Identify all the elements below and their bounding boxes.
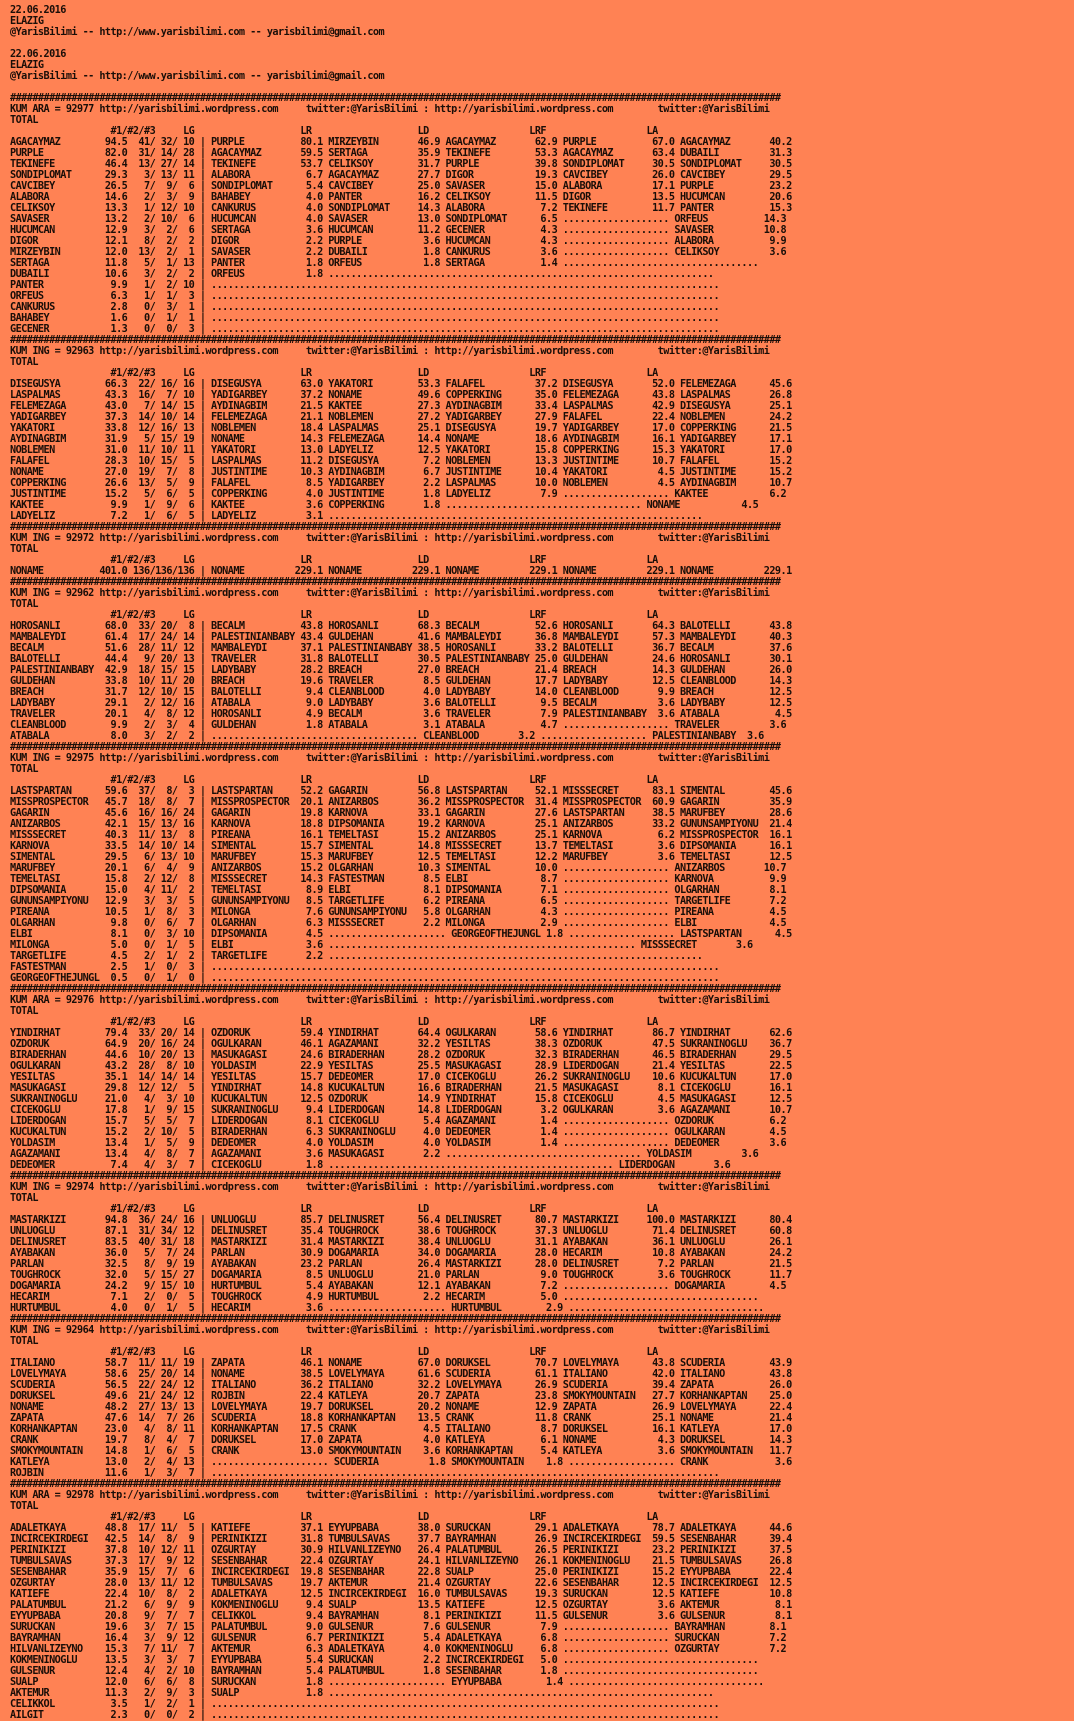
table-row: TARGETLIFE 4.5 2/ 1/ 2 | TARGETLIFE 2.2 ................................................................... [10, 951, 703, 962]
separator-line: ########################################################################################################################################## [10, 577, 781, 588]
table-row: BECALM 51.6 28/ 11/ 12 | MAMBALEYDI 37.1 PALESTINIANBABY 38.5 HOROSANLI 33.2 BALOTELLI 36.7 BECALM 37.6 [10, 643, 792, 654]
separator-line: ########################################################################################################################################## [10, 1171, 781, 1182]
table-row: KARNOVA 33.5 14/ 10/ 14 | SIMENTAL 15.7 SIMENTAL 14.8 MISSSECRET 13.7 TEMELTASI 3.6 DIPSOMANIA 16.1 [10, 841, 792, 852]
table-row: PIREANA 10.5 1/ 8/ 3 | MILONGA 7.6 GUNUNSAMPIYONU 5.8 OLGARHAN 4.3 ................... PIREANA 4.5 [10, 907, 787, 918]
table-row: TOUGHROCK 32.0 5/ 15/ 27 | DOGAMARIA 8.5 UNLUOGLU 21.0 PARLAN 9.0 TOUGHROCK 3.6 TOUGHROCK 11.7 [10, 1270, 792, 1281]
table-row: SESENBAHAR 35.9 15/ 7/ 6 | INCIRCEKIRDEGI 19.8 SESENBAHAR 22.8 SUALP 25.0 PERINIKIZI 15.2 EYYUPBABA 22.4 [10, 1567, 792, 1578]
table-row: MASUKAGASI 29.8 12/ 12/ 5 | YINDIRHAT 14.8 KUCUKALTUN 16.6 BIRADERHAN 21.5 MASUKAGASI 8.1 CICEKOGLU 16.1 [10, 1083, 792, 1094]
table-row: KORHANKAPTAN 23.0 4/ 8/ 11 | KORHANKAPTAN 17.5 CRANK 4.5 ITALIANO 8.7 DORUKSEL 16.1 KATLEYA 17.0 [10, 1424, 792, 1435]
table-row: TEMELTASI 15.8 2/ 12/ 8 | MISSSECRET 14.3 FASTESTMAN 8.5 ELBI 8.7 ................... KARNOVA 9.9 [10, 874, 787, 885]
table-row: CELIKKOL 3.5 1/ 2/ 1 | ........................................................................................... [10, 1699, 720, 1710]
table-row: PALESTINIANBABY 42.9 18/ 15/ 15 | LADYBABY 28.2 BREACH 27.0 BREACH 21.4 BREACH 14.3 GULDEHAN 26.0 [10, 665, 792, 676]
table-row: PALATUMBUL 21.2 6/ 9/ 9 | KOKMENINOGLU 9.4 SUALP 13.5 KATIEFE 12.5 OZGURTAY 3.6 AKTEMUR 8.1 [10, 1600, 792, 1611]
table-row: OZDORUK 64.9 20/ 16/ 24 | OGULKARAN 46.1 AGAZAMANI 32.2 YESILTAS 38.3 OZDORUK 47.5 SUKRANINOGLU 36.7 [10, 1039, 792, 1050]
table-row: GEORGEOFTHEJUNGL 0.5 0/ 1/ 0 | ........................................................................................... [10, 973, 720, 984]
table-row: LIDERDOGAN 15.7 5/ 5/ 7 | LIDERDOGAN 8.1 CICEKOGLU 5.4 AGAZAMANI 1.4 ................... OZDORUK 6.2 [10, 1116, 787, 1127]
race-title: KUM ING = 92972 http://yarisbilimi.wordpress.com twitter:@YarisBilimi : http://yarisbilimi.wordpress.com twitter:@YarisBilimi [10, 533, 770, 544]
table-row: YESILTAS 35.1 14/ 14/ 14 | YESILTAS 15.7 DEDEOMER 17.0 CICEKOGLU 26.2 SUKRANINOGLU 10.6 KUCUKALTUN 17.0 [10, 1072, 792, 1083]
table-row: DIGOR 12.1 8/ 2/ 2 | DIGOR 2.2 PURPLE 3.6 HUCUMCAN 4.3 ................... ALABORA 9.9 [10, 236, 787, 247]
table-row: MAMBALEYDI 61.4 17/ 24/ 14 | PALESTINIANBABY 43.4 GULDEHAN 41.6 MAMBALEYDI 36.8 MAMBALEYDI 57.3 MAMBALEYDI 40.3 [10, 632, 792, 643]
table-row: SUALP 12.0 6/ 6/ 8 | SURUCKAN 1.8 ..................... EYYUPBABA 1.4 ................................... [10, 1677, 764, 1688]
table-row: EYYUPBABA 20.8 9/ 7/ 7 | CELIKKOL 9.4 BAYRAMHAN 8.1 PERINIKIZI 11.5 GULSENUR 3.6 GULSENUR 8.1 [10, 1611, 792, 1622]
column-header-total: TOTAL [10, 1501, 38, 1512]
table-row: CLEANBLOOD 9.9 2/ 3/ 4 | GULDEHAN 1.8 ATABALA 3.1 ATABALA 4.7 ................... TRAVELER 3.6 [10, 720, 787, 731]
table-row: ELBI 8.1 0/ 3/ 10 | DIPSOMANIA 4.5 ..................... GEORGEOFTHEJUNGL 1.8 ................... LASTSPARTAN 4.5 [10, 929, 792, 940]
table-row: SCUDERIA 56.5 22/ 24/ 12 | ITALIANO 36.2 ITALIANO 32.2 LOVELYMAYA 26.9 SCUDERIA 39.4 ZAPATA 26.0 [10, 1380, 792, 1391]
table-row: GULSENUR 12.4 4/ 2/ 10 | BAYRAMHAN 5.4 PALATUMBUL 1.8 SESENBAHAR 1.8 ................................... [10, 1666, 759, 1677]
table-row: FALAFEL 28.3 10/ 15/ 5 | LASPALMAS 11.2 DISEGUSYA 7.2 NOBLEMEN 13.3 JUSTINTIME 10.7 FALAFEL 15.2 [10, 456, 792, 467]
race-title: KUM ING = 92975 http://yarisbilimi.wordpress.com twitter:@YarisBilimi : http://yarisbilimi.wordpress.com twitter:@YarisBilimi [10, 753, 770, 764]
table-row: AKTEMUR 11.3 2/ 9/ 3 | SUALP 1.8 ..................................................................... [10, 1688, 714, 1699]
table-row: DELINUSRET 83.5 40/ 31/ 18 | MASTARKIZI 31.4 MASTARKIZI 38.4 UNLUOGLU 31.1 AYABAKAN 36.1 UNLUOGLU 26.1 [10, 1237, 792, 1248]
table-row: HILVANLIZEYNO 15.3 7/ 11/ 7 | AKTEMUR 6.3 ADALETKAYA 4.0 KOKMENINOGLU 6.8 ................... OZGURTAY 7.2 [10, 1644, 787, 1655]
table-row: INCIRCEKIRDEGI 42.5 14/ 8/ 9 | PERINIKIZI 31.8 TUMBULSAVAS 37.7 BAYRAMHAN 26.9 INCIRCEKIRDEGI 59.5 SESENBAHAR 39.4 [10, 1534, 792, 1545]
table-row: GULDEHAN 33.8 10/ 11/ 20 | BREACH 19.6 TRAVELER 8.5 GULDEHAN 17.7 LADYBABY 12.5 CLEANBLOOD 14.3 [10, 676, 792, 687]
table-row: YADIGARBEY 37.3 14/ 10/ 14 | FELEMEZAGA 21.1 NOBLEMEN 27.2 YADIGARBEY 27.9 FALAFEL 22.4 NOBLEMEN 24.2 [10, 412, 792, 423]
column-header-picks: #1/#2/#3 LG LR LD LRF LA [10, 1017, 658, 1028]
table-row: MISSSECRET 40.3 11/ 13/ 8 | PIREANA 16.1 TEMELTASI 15.2 ANIZARBOS 25.1 KARNOVA 6.2 MISSPROSPECTOR 16.1 [10, 830, 792, 841]
race-title: KUM ING = 92962 http://yarisbilimi.wordpress.com twitter:@YarisBilimi : http://yarisbilimi.wordpress.com twitter:@YarisBilimi [10, 588, 770, 599]
table-row: FELEMEZAGA 43.0 7/ 14/ 15 | AYDINAGBIM 21.5 KAKTEE 27.3 AYDINAGBIM 33.4 LASPALMAS 42.9 DISEGUSYA 25.1 [10, 401, 792, 412]
table-row: PURPLE 82.0 31/ 14/ 28 | AGACAYMAZ 59.5 SERTAGA 35.9 TEKINEFE 53.3 AGACAYMAZ 63.4 DUBAILI 31.3 [10, 148, 792, 159]
table-row: OZGURTAY 28.0 13/ 11/ 12 | TUMBULSAVAS 19.7 AKTEMUR 21.4 OZGURTAY 22.6 SESENBAHAR 12.5 INCIRCEKIRDEGI 12.5 [10, 1578, 792, 1589]
table-row: GECENER 1.3 0/ 0/ 3 | ........................................................................................... [10, 324, 720, 335]
table-row: UNLUOGLU 87.1 31/ 34/ 12 | DELINUSRET 35.4 TOUGHROCK 38.6 TOUGHROCK 37.3 UNLUOGLU 71.4 DELINUSRET 60.8 [10, 1226, 792, 1237]
separator-line: ########################################################################################################################################## [10, 335, 781, 346]
table-row: BAHABEY 1.6 0/ 1/ 1 | ........................................................................................... [10, 313, 720, 324]
table-row: ATABALA 8.0 3/ 2/ 2 | ..................................... CLEANBLOOD 3.2 ................... PALESTINIANBABY 3.6 [10, 731, 764, 742]
table-row: HURTUMBUL 4.0 0/ 1/ 5 | HECARIM 3.6 ..................... HURTUMBUL 2.9 ................................... [10, 1303, 764, 1314]
column-header-picks: #1/#2/#3 LG LR LD LRF LA [10, 555, 658, 566]
blank-line [10, 82, 1074, 93]
table-row: BALOTELLI 44.4 9/ 20/ 13 | TRAVELER 31.8 BALOTELLI 30.5 PALESTINIANBABY 25.0 GULDEHAN 24.6 HOROSANLI 30.1 [10, 654, 792, 665]
table-row: OLGARHAN 9.8 0/ 6/ 7 | OLGARHAN 6.3 MISSSECRET 2.2 MILONGA 2.9 ................... ELBI 4.5 [10, 918, 787, 929]
table-row: MARUFBEY 20.1 6/ 4/ 9 | ANIZARBOS 15.2 OLGARHAN 10.3 SIMENTAL 10.0 ................... ANIZARBOS 10.7 [10, 863, 787, 874]
column-header-total: TOTAL [10, 764, 38, 775]
header-line: ELAZIG [10, 60, 44, 71]
table-row: DISEGUSYA 66.3 22/ 16/ 16 | DISEGUSYA 63.0 YAKATORI 53.3 FALAFEL 37.2 DISEGUSYA 52.0 FELEMEZAGA 45.6 [10, 379, 792, 390]
table-row: KATIEFE 22.4 10/ 8/ 2 | ADALETKAYA 12.5 INCIRCEKIRDEGI 16.0 TUMBULSAVAS 19.3 SURUCKAN 12.5 KATIEFE 10.8 [10, 1589, 792, 1600]
separator-line: ########################################################################################################################################## [10, 93, 781, 104]
column-header-total: TOTAL [10, 115, 38, 126]
column-header-picks: #1/#2/#3 LG LR LD LRF LA [10, 1512, 658, 1523]
column-header-picks: #1/#2/#3 LG LR LD LRF LA [10, 126, 658, 137]
race-title: KUM ARA = 92976 http://yarisbilimi.wordpress.com twitter:@YarisBilimi : http://yarisbilimi.wordpress.com twitter:@YarisBilimi [10, 995, 770, 1006]
table-row: KUCUKALTUN 15.2 2/ 10/ 5 | BIRADERHAN 6.3 SUKRANINOGLU 4.0 DEDEOMER 1.4 ................... OGULKARAN 4.5 [10, 1127, 787, 1138]
table-row: AILGIT 2.3 0/ 0/ 2 | ........................................................................................... [10, 1710, 720, 1721]
column-header-total: TOTAL [10, 544, 38, 555]
table-row: PARLAN 32.5 8/ 9/ 19 | AYABAKAN 23.2 PARLAN 26.4 MASTARKIZI 28.0 DELINUSRET 7.2 PARLAN 21.5 [10, 1259, 792, 1270]
table-row: HUCUMCAN 12.9 3/ 2/ 6 | SERTAGA 3.6 HUCUMCAN 11.2 GECENER 4.3 ................... SAVASER 10.8 [10, 225, 787, 236]
table-row: TRAVELER 20.1 4/ 8/ 12 | HOROSANLI 4.9 BECALM 3.6 TRAVELER 7.9 PALESTINIANBABY 3.6 ATABALA 4.5 [10, 709, 792, 720]
header-line: 22.06.2016 [10, 5, 66, 16]
table-row: YOLDASIM 13.4 1/ 5/ 9 | DEDEOMER 4.0 YOLDASIM 4.0 YOLDASIM 1.4 ................... DEDEOMER 3.6 [10, 1138, 787, 1149]
table-row: MIRZEYBIN 12.0 13/ 2/ 1 | SAVASER 2.2 DUBAILI 1.8 CANKURUS 3.6 ................... CELIKSOY 3.6 [10, 247, 787, 258]
table-row: AGAZAMANI 13.4 4/ 8/ 7 | AGAZAMANI 3.6 MASUKAGASI 2.2 ................................... YOLDASIM 3.6 [10, 1149, 759, 1160]
separator-line: ########################################################################################################################################## [10, 1314, 781, 1325]
column-header-picks: #1/#2/#3 LG LR LD LRF LA [10, 1347, 658, 1358]
header-line: 22.06.2016 [10, 49, 66, 60]
column-header-picks: #1/#2/#3 LG LR LD LRF LA [10, 1204, 658, 1215]
table-row: CRANK 19.7 8/ 4/ 7 | DORUKSEL 17.0 ZAPATA 4.0 KATLEYA 6.1 NONAME 4.3 DORUKSEL 14.3 [10, 1435, 792, 1446]
table-row: KAKTEE 9.9 1/ 9/ 6 | KAKTEE 3.6 COPPERKING 1.8 ................................... NONAME 4.5 [10, 500, 759, 511]
table-row: SAVASER 13.2 2/ 10/ 6 | HUCUMCAN 4.0 SAVASER 13.0 SONDIPLOMAT 6.5 ................... ORFEUS 14.3 [10, 214, 787, 225]
table-row: CAVCIBEY 26.5 7/ 9/ 6 | SONDIPLOMAT 5.4 CAVCIBEY 25.0 SAVASER 15.0 ALABORA 17.1 PURPLE 23.2 [10, 181, 792, 192]
table-row: ADALETKAYA 48.8 17/ 11/ 5 | KATIEFE 37.1 EYYUPBABA 38.0 SURUCKAN 29.1 ADALETKAYA 78.7 ADALETKAYA 44.6 [10, 1523, 792, 1534]
table-row: NONAME 401.0 136/136/136 | NONAME 229.1 NONAME 229.1 NONAME 229.1 NONAME 229.1 NONAME 229.1 [10, 566, 792, 577]
table-row: NONAME 48.2 27/ 13/ 13 | LOVELYMAYA 19.7 DORUKSEL 20.2 NONAME 12.9 ZAPATA 26.9 LOVELYMAYA 22.4 [10, 1402, 792, 1413]
table-row: TUMBULSAVAS 37.3 17/ 9/ 12 | SESENBAHAR 22.4 OZGURTAY 24.1 HILVANLIZEYNO 26.1 KOKMENINOGLU 21.5 TUMBULSAVAS 26.8 [10, 1556, 792, 1567]
table-row: DEDEOMER 7.4 4/ 3/ 7 | CICEKOGLU 1.8 ................................................... LIDERDOGAN 3.6 [10, 1160, 731, 1171]
race-title: KUM ARA = 92978 http://yarisbilimi.wordpress.com twitter:@YarisBilimi : http://yarisbilimi.wordpress.com twitter:@YarisBilimi [10, 1490, 770, 1501]
table-row: BAYRAMHAN 16.4 3/ 9/ 12 | GULSENUR 6.7 PERINIKIZI 5.4 ADALETKAYA 6.8 ................... SURUCKAN 7.2 [10, 1633, 787, 1644]
column-header-total: TOTAL [10, 357, 38, 368]
race-title: KUM ING = 92974 http://yarisbilimi.wordpress.com twitter:@YarisBilimi : http://yarisbilimi.wordpress.com twitter:@YarisBilimi [10, 1182, 770, 1193]
table-row: ZAPATA 47.6 14/ 7/ 26 | SCUDERIA 18.8 KORHANKAPTAN 13.5 CRANK 11.8 CRANK 25.1 NONAME 21.4 [10, 1413, 792, 1424]
table-row: PANTER 9.9 1/ 2/ 10 | ........................................................................................... [10, 280, 720, 291]
blank-line [10, 38, 1074, 49]
table-row: DIPSOMANIA 15.0 4/ 11/ 2 | TEMELTASI 8.9 ELBI 8.1 DIPSOMANIA 7.1 ................... OLGARHAN 8.1 [10, 885, 787, 896]
table-row: AYABAKAN 36.0 5/ 7/ 24 | PARLAN 30.9 DOGAMARIA 34.0 DOGAMARIA 28.0 HECARIM 10.8 AYABAKAN 24.2 [10, 1248, 792, 1259]
table-row: TEKINEFE 46.4 13/ 27/ 14 | TEKINEFE 53.7 CELIKSOY 31.7 PURPLE 39.8 SONDIPLOMAT 30.5 SONDIPLOMAT 30.5 [10, 159, 792, 170]
table-row: SUKRANINOGLU 21.0 4/ 3/ 10 | KUCUKALTUN 12.5 OZDORUK 14.9 YINDIRHAT 15.8 CICEKOGLU 4.5 MASUKAGASI 12.5 [10, 1094, 792, 1105]
table-row: LADYBABY 29.1 2/ 12/ 16 | ATABALA 9.0 LADYBABY 3.6 BALOTELLI 9.5 BECALM 3.6 LADYBABY 12.5 [10, 698, 792, 709]
table-row: SONDIPLOMAT 29.3 3/ 13/ 11 | ALABORA 6.7 AGACAYMAZ 27.7 DIGOR 19.3 CAVCIBEY 26.0 CAVCIBEY 29.5 [10, 170, 792, 181]
table-row: GAGARIN 45.6 16/ 16/ 24 | GAGARIN 19.8 KARNOVA 33.1 GAGARIN 27.6 LASTSPARTAN 38.5 MARUFBEY 28.6 [10, 808, 792, 819]
table-row: DORUKSEL 49.6 21/ 24/ 12 | ROJBIN 22.4 KATLEYA 20.7 ZAPATA 23.8 SMOKYMOUNTAIN 27.7 KORHANKAPTAN 25.0 [10, 1391, 792, 1402]
table-row: JUSTINTIME 15.2 5/ 6/ 5 | COPPERKING 4.0 JUSTINTIME 1.8 LADYELIZ 7.9 ................... KAKTEE 6.2 [10, 489, 787, 500]
table-row: DOGAMARIA 24.2 9/ 15/ 10 | HURTUMBUL 5.4 AYABAKAN 12.1 AYABAKAN 7.2 ................... DOGAMARIA 4.5 [10, 1281, 787, 1292]
table-row: KATLEYA 13.0 2/ 4/ 13 | ..................... SCUDERIA 1.8 SMOKYMOUNTAIN 1.8 ................... CRANK 3.6 [10, 1457, 792, 1468]
column-header-total: TOTAL [10, 1006, 38, 1017]
table-row: CELIKSOY 13.3 1/ 12/ 10 | CANKURUS 4.0 SONDIPLOMAT 14.3 ALABORA 7.2 TEKINEFE 11.7 PANTER 15.3 [10, 203, 792, 214]
column-header-total: TOTAL [10, 599, 38, 610]
table-row: DUBAILI 10.6 3/ 2/ 2 | ORFEUS 1.8 ..................................................................... [10, 269, 714, 280]
table-row: BIRADERHAN 44.6 10/ 20/ 13 | MASUKAGASI 24.6 BIRADERHAN 28.2 OZDORUK 32.3 BIRADERHAN 46.5 BIRADERHAN 29.5 [10, 1050, 792, 1061]
table-row: KOKMENINOGLU 13.5 3/ 3/ 7 | EYYUPBABA 5.4 SURUCKAN 2.2 INCIRCEKIRDEGI 5.0 ................................... [10, 1655, 759, 1666]
table-row: SMOKYMOUNTAIN 14.8 1/ 6/ 5 | CRANK 13.0 SMOKYMOUNTAIN 3.6 KORHANKAPTAN 5.4 KATLEYA 3.6 SMOKYMOUNTAIN 11.7 [10, 1446, 792, 1457]
table-row: NOBLEMEN 31.0 11/ 10/ 11 | YAKATORI 13.0 LADYELIZ 12.5 YAKATORI 15.8 COPPERKING 15.3 YAKATORI 17.0 [10, 445, 792, 456]
table-row: AYDINAGBIM 31.9 5/ 15/ 19 | NONAME 14.3 FELEMEZAGA 14.4 NONAME 18.6 AYDINAGBIM 16.1 YADIGARBEY 17.1 [10, 434, 792, 445]
table-row: MASTARKIZI 94.8 36/ 24/ 16 | UNLUOGLU 85.7 DELINUSRET 56.4 DELINUSRET 80.7 MASTARKIZI 100.0 MASTARKIZI 80.4 [10, 1215, 792, 1226]
race-title: KUM ING = 92963 http://yarisbilimi.wordpress.com twitter:@YarisBilimi : http://yarisbilimi.wordpress.com twitter:@YarisBilimi [10, 346, 770, 357]
table-row: SERTAGA 11.8 5/ 1/ 13 | PANTER 1.8 ORFEUS 1.8 SERTAGA 1.4 ................................... [10, 258, 759, 269]
column-header-picks: #1/#2/#3 LG LR LD LRF LA [10, 368, 658, 379]
table-row: YINDIRHAT 79.4 33/ 20/ 14 | OZDORUK 59.4 YINDIRHAT 64.4 OGULKARAN 58.6 YINDIRHAT 86.7 YINDIRHAT 62.6 [10, 1028, 792, 1039]
column-header-total: TOTAL [10, 1193, 38, 1204]
table-row: PERINIKIZI 37.8 10/ 12/ 11 | OZGURTAY 30.9 HILVANLIZEYNO 26.4 PALATUMBUL 26.5 PERINIKIZI 23.2 PERINIKIZI 37.5 [10, 1545, 792, 1556]
table-row: HOROSANLI 68.0 33/ 20/ 8 | BECALM 43.8 HOROSANLI 68.3 BECALM 52.6 HOROSANLI 64.3 BALOTELLI 43.8 [10, 621, 792, 632]
header-line: @YarisBilimi -- http://www.yarisbilimi.com -- yarisbilimi@gmail.com [10, 27, 385, 38]
table-row: BREACH 31.7 12/ 10/ 15 | BALOTELLI 9.4 CLEANBLOOD 4.0 LADYBABY 14.0 CLEANBLOOD 9.9 BREACH 12.5 [10, 687, 792, 698]
table-row: NONAME 27.0 19/ 7/ 8 | JUSTINTIME 10.3 AYDINAGBIM 6.7 JUSTINTIME 10.4 YAKATORI 4.5 JUSTINTIME 15.2 [10, 467, 792, 478]
table-row: ALABORA 14.6 2/ 3/ 9 | BAHABEY 4.0 PANTER 16.2 CELIKSOY 11.5 DIGOR 13.5 HUCUMCAN 20.6 [10, 192, 792, 203]
table-row: LOVELYMAYA 58.6 25/ 20/ 14 | NONAME 38.5 LOVELYMAYA 61.6 SCUDERIA 61.1 ITALIANO 42.0 ITALIANO 43.8 [10, 1369, 792, 1380]
table-row: ORFEUS 6.3 1/ 1/ 3 | ........................................................................................... [10, 291, 720, 302]
table-row: ANIZARBOS 42.1 15/ 13/ 16 | KARNOVA 18.8 DIPSOMANIA 19.2 KARNOVA 25.1 ANIZARBOS 33.2 GUNUNSAMPIYONU 21.4 [10, 819, 792, 830]
table-row: MISSPROSPECTOR 45.7 18/ 8/ 7 | MISSPROSPECTOR 20.1 ANIZARBOS 36.2 MISSPROSPECTOR 31.4 MISSPROSPECTOR 60.9 GAGARIN 35.9 [10, 797, 792, 808]
table-row: YAKATORI 33.8 12/ 16/ 13 | NOBLEMEN 18.4 LASPALMAS 25.1 DISEGUSYA 19.7 YADIGARBEY 17.0 COPPERKING 21.5 [10, 423, 792, 434]
separator-line: ########################################################################################################################################## [10, 522, 781, 533]
race-title: KUM ING = 92964 http://yarisbilimi.wordpress.com twitter:@YarisBilimi : http://yarisbilimi.wordpress.com twitter:@YarisBilimi [10, 1325, 770, 1336]
table-row: COPPERKING 26.6 13/ 5/ 9 | FALAFEL 8.5 YADIGARBEY 2.2 LASPALMAS 10.0 NOBLEMEN 4.5 AYDINAGBIM 10.7 [10, 478, 792, 489]
table-row: LASPALMAS 43.3 16/ 7/ 10 | YADIGARBEY 37.2 NONAME 49.6 COPPERKING 35.0 FELEMEZAGA 43.8 LASPALMAS 26.8 [10, 390, 792, 401]
table-row: SIMENTAL 29.5 6/ 13/ 10 | MARUFBEY 15.3 MARUFBEY 12.5 TEMELTASI 12.2 MARUFBEY 3.6 TEMELTASI 12.5 [10, 852, 792, 863]
table-row: CICEKOGLU 17.8 1/ 9/ 15 | SUKRANINOGLU 9.4 LIDERDOGAN 14.8 LIDERDOGAN 3.2 OGULKARAN 3.6 AGAZAMANI 10.7 [10, 1105, 792, 1116]
separator-line: ########################################################################################################################################## [10, 742, 781, 753]
column-header-picks: #1/#2/#3 LG LR LD LRF LA [10, 610, 658, 621]
table-row: FASTESTMAN 2.5 1/ 0/ 3 | ........................................................................................... [10, 962, 720, 973]
header-line: @YarisBilimi -- http://www.yarisbilimi.com -- yarisbilimi@gmail.com [10, 71, 385, 82]
table-row: LASTSPARTAN 59.6 37/ 8/ 3 | LASTSPARTAN 52.2 GAGARIN 56.8 LASTSPARTAN 52.1 MISSSECRET 83.1 SIMENTAL 45.6 [10, 786, 792, 797]
table-row: ITALIANO 58.7 11/ 11/ 19 | ZAPATA 46.1 NONAME 67.0 DORUKSEL 70.7 LOVELYMAYA 43.8 SCUDERIA 43.9 [10, 1358, 792, 1369]
table-row: ROJBIN 11.6 1/ 3/ 7 | ........................................................................................... [10, 1468, 720, 1479]
table-row: LADYELIZ 7.2 1/ 6/ 5 | LADYELIZ 3.1 ................................................................... [10, 511, 703, 522]
table-row: HECARIM 7.1 2/ 0/ 5 | TOUGHROCK 4.9 HURTUMBUL 2.2 HECARIM 5.0 ................................... [10, 1292, 759, 1303]
race-title: KUM ARA = 92977 http://yarisbilimi.wordpress.com twitter:@YarisBilimi : http://yarisbilimi.wordpress.com twitter:@YarisBilimi [10, 104, 770, 115]
table-row: MILONGA 5.0 0/ 1/ 5 | ELBI 3.6 ....................................................... MISSSECRET 3.6 [10, 940, 753, 951]
separator-line: ########################################################################################################################################## [10, 984, 781, 995]
table-row: CANKURUS 2.8 0/ 3/ 1 | ........................................................................................... [10, 302, 720, 313]
separator-line: ########################################################################################################################################## [10, 1479, 781, 1490]
table-row: OGULKARAN 43.2 28/ 8/ 10 | YOLDASIM 22.9 YESILTAS 25.5 MASUKAGASI 28.9 LIDERDOGAN 21.4 YESILTAS 22.5 [10, 1061, 792, 1072]
table-row: GUNUNSAMPIYONU 12.9 3/ 3/ 5 | GUNUNSAMPIYONU 8.5 TARGETLIFE 6.2 PIREANA 6.5 ................... TARGETLIFE 7.2 [10, 896, 787, 907]
table-row: AGACAYMAZ 94.5 41/ 32/ 10 | PURPLE 80.1 MIRZEYBIN 46.9 AGACAYMAZ 62.9 PURPLE 67.0 AGACAYMAZ 40.2 [10, 137, 792, 148]
column-header-picks: #1/#2/#3 LG LR LD LRF LA [10, 775, 658, 786]
column-header-total: TOTAL [10, 1336, 38, 1347]
table-row: SURUCKAN 19.6 3/ 7/ 15 | PALATUMBUL 9.0 GULSENUR 7.6 GULSENUR 7.9 ................... BAYRAMHAN 8.1 [10, 1622, 787, 1633]
header-line: ELAZIG [10, 16, 44, 27]
